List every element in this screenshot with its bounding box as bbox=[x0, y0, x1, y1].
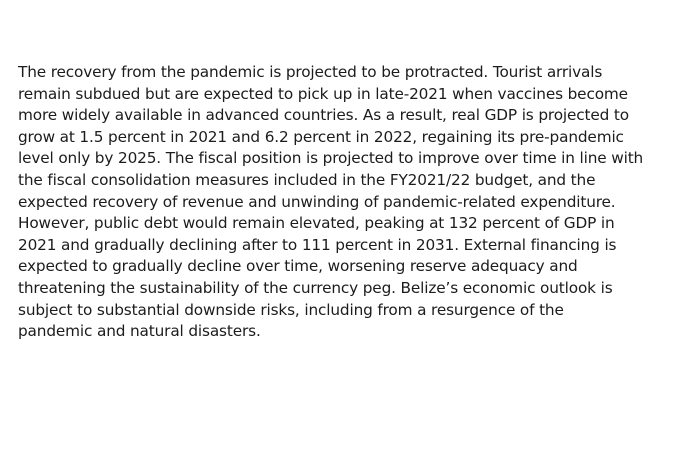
paragraph-line-1: The recovery from the pandemic is projected to be protracted. Tourist arrivals bbox=[18, 63, 603, 81]
paragraph-line-10: expected to gradually decline over time, worsening reserve adequacy and bbox=[18, 257, 578, 276]
body-paragraph bbox=[18, 62, 683, 343]
paragraph-line-3: more widely available in advanced countries. As a result, real GDP is projected to bbox=[18, 106, 629, 125]
paragraph-line-13: pandemic and natural disasters. bbox=[18, 322, 261, 341]
paragraph-line-9: 2021 and gradually declining after to 111 percent in 2031. External financing is bbox=[18, 235, 617, 254]
paragraph-line-5: level only by 2025. The fiscal position is projected to improve over time in line with bbox=[18, 149, 644, 168]
paragraph-line-2: remain subdued but are expected to pick up in late-2021 when vaccines become bbox=[18, 84, 628, 103]
paragraph-line-4: grow at 1.5 percent in 2021 and 6.2 percent in 2022, regaining its pre-pandemic bbox=[18, 127, 624, 146]
paragraph-line-11: threatening the sustainability of the currency peg. Belize’s economic outlook is bbox=[18, 278, 613, 297]
paragraph-line-12: subject to substantial downside risks, including from a resurgence of the bbox=[18, 300, 564, 319]
paragraph-line-6: the fiscal consolidation measures included in the FY2021/22 budget, and the bbox=[18, 170, 596, 189]
paragraph-line-8: However, public debt would remain elevated, peaking at 132 percent of GDP in bbox=[18, 214, 615, 233]
paragraph-line-7: expected recovery of revenue and unwinding of pandemic-related expenditure. bbox=[18, 192, 616, 211]
